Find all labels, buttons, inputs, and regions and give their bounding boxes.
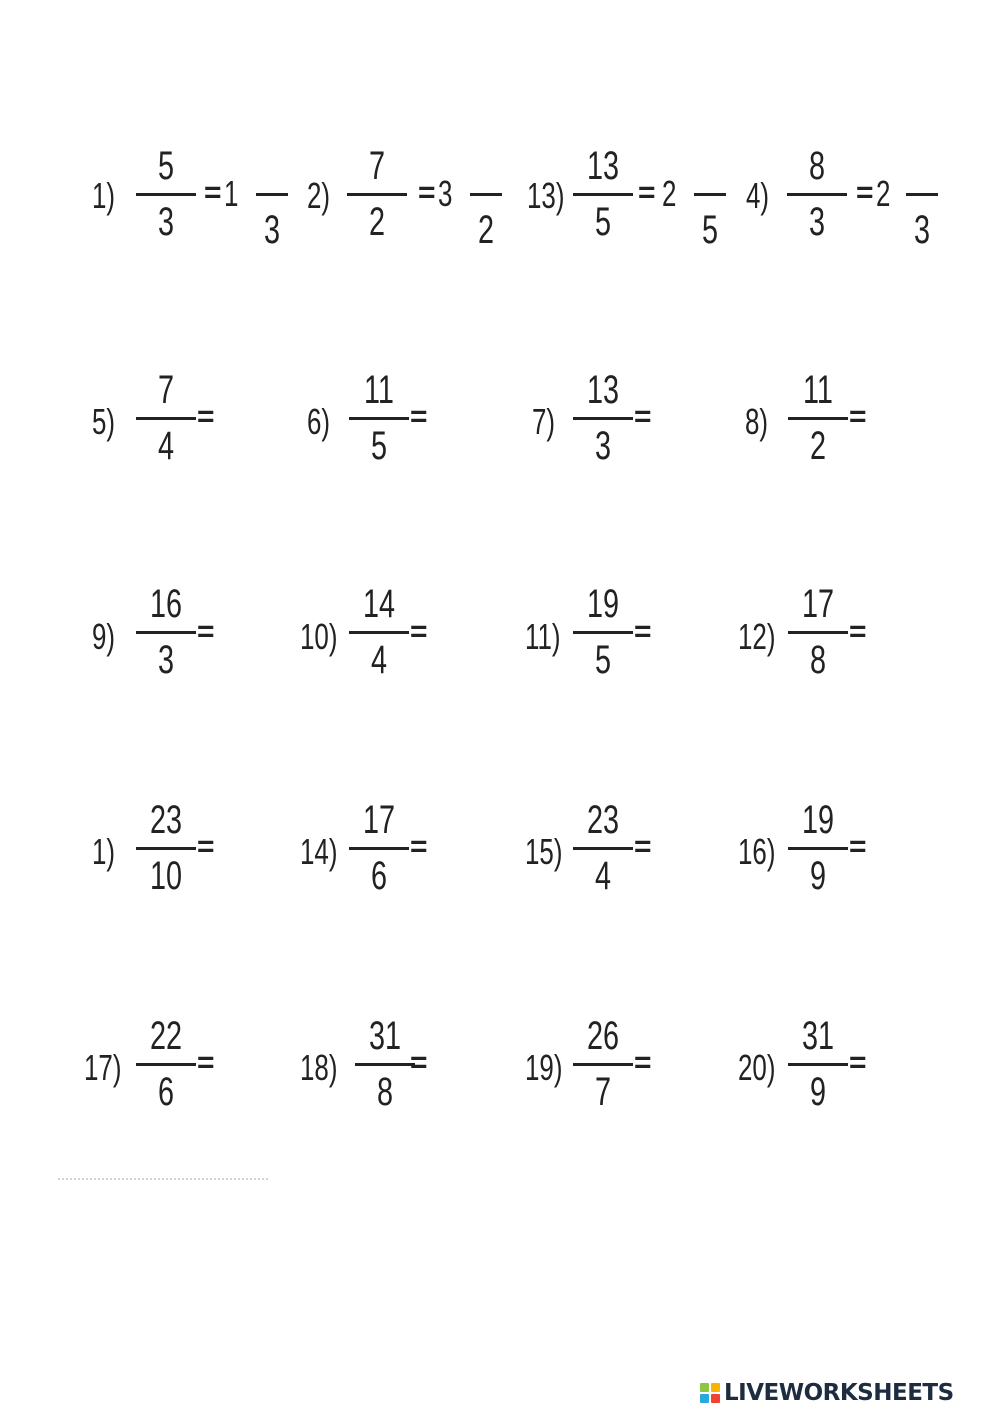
fraction-bar bbox=[136, 631, 196, 634]
logo-square-blue bbox=[700, 1394, 709, 1403]
numerator: 31 bbox=[801, 1014, 835, 1058]
numerator: 7 bbox=[368, 144, 386, 188]
fraction-bar bbox=[136, 847, 196, 850]
answer-denominator: 3 bbox=[913, 208, 931, 252]
fraction-bar bbox=[573, 193, 633, 196]
denominator: 6 bbox=[157, 1070, 175, 1114]
fraction-bar bbox=[349, 417, 409, 420]
denominator: 9 bbox=[809, 1070, 827, 1114]
problem-number: 15) bbox=[525, 831, 563, 872]
problem-number: 9) bbox=[92, 616, 116, 657]
denominator: 5 bbox=[594, 200, 612, 244]
equals-sign: = bbox=[410, 1046, 428, 1079]
logo-square-red bbox=[711, 1394, 720, 1403]
denominator: 3 bbox=[808, 200, 826, 244]
fraction-bar bbox=[136, 1063, 196, 1066]
problem-number: 17) bbox=[84, 1047, 122, 1088]
fraction-bar bbox=[355, 1063, 415, 1066]
fraction-bar bbox=[788, 417, 848, 420]
numerator: 13 bbox=[586, 368, 620, 412]
equals-sign: = bbox=[849, 400, 867, 433]
numerator: 19 bbox=[801, 798, 835, 842]
fraction-bar bbox=[349, 847, 409, 850]
problem-number: 13) bbox=[527, 175, 565, 216]
equals-sign: = bbox=[418, 176, 436, 209]
numerator: 22 bbox=[149, 1014, 183, 1058]
liveworksheets-logo[interactable] bbox=[700, 1378, 954, 1408]
equals-sign: = bbox=[197, 615, 215, 648]
equals-sign: = bbox=[197, 400, 215, 433]
fraction-bar bbox=[787, 193, 847, 196]
problem-number: 19) bbox=[525, 1047, 563, 1088]
problem-number: 2) bbox=[307, 175, 331, 216]
problem-number: 1) bbox=[92, 831, 116, 872]
equals-sign: = bbox=[849, 615, 867, 648]
equals-sign: = bbox=[634, 615, 652, 648]
fraction-bar bbox=[573, 417, 633, 420]
denominator: 3 bbox=[157, 638, 175, 682]
denominator: 10 bbox=[149, 854, 183, 898]
equals-sign: = bbox=[634, 830, 652, 863]
whole-number: 2 bbox=[662, 173, 677, 214]
equals-sign: = bbox=[856, 176, 874, 209]
problem-number: 7) bbox=[532, 401, 556, 442]
answer-numerator-blank[interactable] bbox=[256, 193, 288, 196]
fraction-bar bbox=[788, 631, 848, 634]
liveworksheets-logo-icon bbox=[700, 1383, 720, 1403]
equals-sign: = bbox=[197, 1046, 215, 1079]
answer-numerator-blank[interactable] bbox=[470, 193, 502, 196]
fraction-bar bbox=[788, 1063, 848, 1066]
answer-denominator: 2 bbox=[477, 208, 495, 252]
denominator: 5 bbox=[370, 424, 388, 468]
fraction-bar bbox=[136, 417, 196, 420]
problem-number: 6) bbox=[307, 401, 331, 442]
denominator: 4 bbox=[157, 424, 175, 468]
fraction-bar bbox=[136, 193, 196, 196]
answer-numerator-blank[interactable] bbox=[694, 193, 726, 196]
equals-sign: = bbox=[410, 830, 428, 863]
fraction-bar bbox=[347, 193, 407, 196]
numerator: 5 bbox=[157, 144, 175, 188]
numerator: 8 bbox=[808, 144, 826, 188]
fraction-bar bbox=[349, 631, 409, 634]
equals-sign: = bbox=[849, 1046, 867, 1079]
numerator: 26 bbox=[586, 1014, 620, 1058]
equals-sign: = bbox=[204, 176, 222, 209]
numerator: 23 bbox=[586, 798, 620, 842]
denominator: 4 bbox=[370, 638, 388, 682]
fraction-bar bbox=[573, 847, 633, 850]
numerator: 11 bbox=[364, 368, 394, 412]
whole-number: 3 bbox=[438, 173, 453, 214]
problem-number: 4) bbox=[746, 175, 770, 216]
denominator: 6 bbox=[370, 854, 388, 898]
whole-number: 1 bbox=[224, 173, 239, 214]
denominator: 2 bbox=[809, 424, 827, 468]
numerator: 19 bbox=[586, 582, 620, 626]
fraction-bar bbox=[573, 1063, 633, 1066]
equals-sign: = bbox=[849, 830, 867, 863]
numerator: 31 bbox=[368, 1014, 402, 1058]
fraction-bar bbox=[788, 847, 848, 850]
fraction-bar bbox=[573, 631, 633, 634]
whole-number: 2 bbox=[876, 173, 891, 214]
problem-number: 1) bbox=[92, 175, 116, 216]
numerator: 14 bbox=[362, 582, 396, 626]
problem-number: 16) bbox=[738, 831, 776, 872]
problem-number: 14) bbox=[300, 831, 338, 872]
problem-number: 12) bbox=[738, 616, 776, 657]
numerator: 23 bbox=[149, 798, 183, 842]
logo-text: LIVEWORKSHEETS bbox=[724, 1380, 954, 1406]
numerator: 16 bbox=[149, 582, 183, 626]
denominator: 5 bbox=[594, 638, 612, 682]
problem-number: 10) bbox=[300, 616, 338, 657]
faint-divider bbox=[58, 1178, 268, 1180]
denominator: 8 bbox=[376, 1070, 394, 1114]
equals-sign: = bbox=[410, 400, 428, 433]
numerator: 13 bbox=[586, 144, 620, 188]
problem-number: 8) bbox=[745, 401, 769, 442]
problem-number: 5) bbox=[92, 401, 116, 442]
denominator: 3 bbox=[157, 200, 175, 244]
denominator: 4 bbox=[594, 854, 612, 898]
denominator: 9 bbox=[809, 854, 827, 898]
answer-numerator-blank[interactable] bbox=[906, 193, 938, 196]
problem-number: 18) bbox=[300, 1047, 338, 1088]
problem-number: 20) bbox=[738, 1047, 776, 1088]
equals-sign: = bbox=[634, 1046, 652, 1079]
answer-denominator: 5 bbox=[701, 208, 719, 252]
denominator: 7 bbox=[594, 1070, 612, 1114]
equals-sign: = bbox=[197, 830, 215, 863]
problem-number: 11) bbox=[525, 616, 561, 657]
equals-sign: = bbox=[634, 400, 652, 433]
denominator: 2 bbox=[368, 200, 386, 244]
denominator: 8 bbox=[809, 638, 827, 682]
answer-denominator: 3 bbox=[263, 208, 281, 252]
numerator: 17 bbox=[362, 798, 396, 842]
numerator: 17 bbox=[801, 582, 835, 626]
logo-square-yellow bbox=[711, 1383, 720, 1392]
numerator: 7 bbox=[157, 368, 175, 412]
equals-sign: = bbox=[410, 615, 428, 648]
numerator: 11 bbox=[803, 368, 833, 412]
logo-square-green bbox=[700, 1383, 709, 1392]
equals-sign: = bbox=[638, 176, 656, 209]
denominator: 3 bbox=[594, 424, 612, 468]
